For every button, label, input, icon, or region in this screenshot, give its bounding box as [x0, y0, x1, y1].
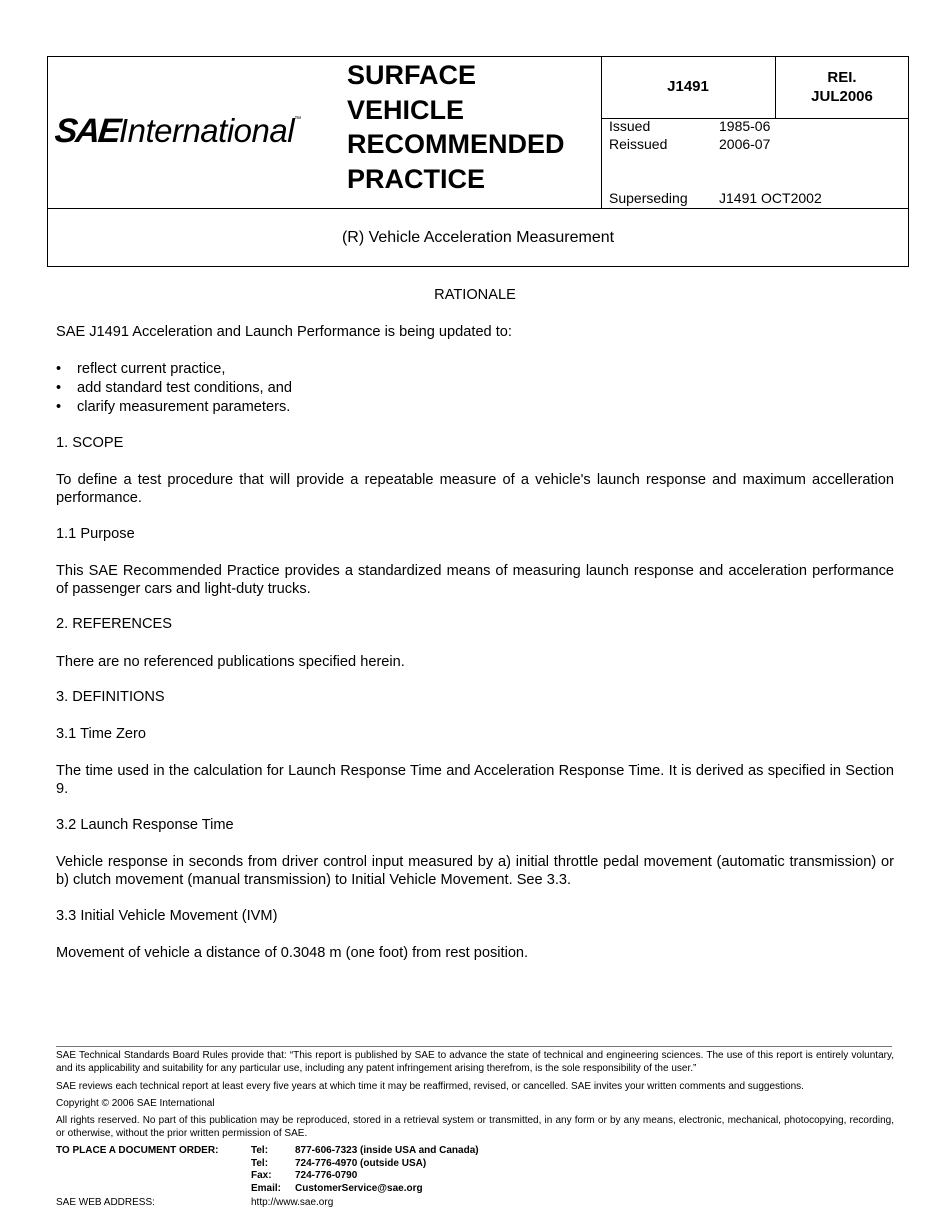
section-text: There are no referenced publications specified herein.: [56, 654, 405, 670]
email-link[interactable]: CustomerService@sae.org: [295, 1182, 423, 1194]
footer-copyright: Copyright © 2006 SAE International: [56, 1098, 215, 1109]
contact-label: Tel:: [251, 1157, 269, 1169]
contact-row: [251, 1145, 479, 1158]
revision-date: JUL2006: [811, 88, 873, 105]
bullet-item: [56, 360, 456, 379]
issued-value: 1985-06: [719, 118, 771, 134]
reissued-value: 2006-07: [719, 136, 771, 152]
contact-label: Email:: [251, 1182, 282, 1194]
doc-type-line: SURFACE: [347, 60, 477, 90]
bullet-text: add standard test conditions, and: [77, 380, 293, 396]
superseding-label: Superseding: [609, 190, 688, 206]
subsection-heading: 3.1 Time Zero: [56, 726, 147, 742]
logo-trademark: ™: [294, 116, 302, 123]
contact-label: Fax:: [251, 1170, 272, 1181]
bullet-icon: •: [56, 380, 62, 396]
bullet-text: clarify measurement parameters.: [77, 399, 291, 415]
contact-row: [251, 1183, 479, 1196]
sae-international-logo: [55, 112, 335, 160]
doc-type-line: PRACTICE: [347, 163, 486, 194]
logo-brand: SAE: [53, 112, 121, 150]
bullet-text: reflect current practice,: [77, 361, 226, 377]
contact-row: [251, 1170, 479, 1183]
document-subject: (R) Vehicle Acceleration Measurement: [341, 229, 615, 246]
contact-value: 724-776-4970 (outside USA): [295, 1157, 427, 1169]
rationale-bullet-list: [56, 360, 456, 417]
doc-type-line: VEHICLE: [347, 94, 465, 125]
subsection-heading: 1.1 Purpose: [56, 526, 135, 542]
section-text: Vehicle response in seconds from driver control input measured by a) initial throttle pedal movement (automatic transmission) or b) clutch movement (manual transmission) to Initial Vehicle Movement. See 3.3.: [56, 854, 894, 888]
document-type-title: [347, 58, 597, 196]
revision-label: REI.: [827, 69, 857, 86]
section-text: This SAE Recommended Practice provides a standardized means of measuring launch response and acceleration performance of passenger cars and light-duty trucks.: [56, 563, 894, 597]
order-contacts: [251, 1145, 479, 1195]
bullet-item: [56, 379, 456, 398]
subsection-heading: 3.3 Initial Vehicle Movement (IVM): [56, 908, 278, 924]
contact-label: Tel:: [251, 1145, 269, 1156]
section-text: The time used in the calculation for Launch Response Time and Acceleration Response Time. It is derived as specified in Section 9.: [56, 763, 894, 797]
rationale-heading: RATIONALE: [434, 287, 516, 303]
rationale-intro: SAE J1491 Acceleration and Launch Performance is being updated to:: [56, 324, 512, 340]
document-number: J1491: [667, 78, 709, 95]
contact-value: 724-776-0790: [295, 1170, 358, 1181]
section-heading: 3. DEFINITIONS: [56, 689, 165, 705]
order-label: TO PLACE A DOCUMENT ORDER:: [56, 1145, 219, 1156]
section-heading: 1. SCOPE: [56, 435, 124, 451]
footer-divider: [56, 1046, 892, 1047]
section-text: To define a test procedure that will provide a repeatable measure of a vehicle's launch response and maximum accelleration performance.: [56, 472, 894, 506]
doc-type-line: RECOMMENDED: [347, 129, 565, 159]
bullet-icon: •: [56, 399, 62, 415]
superseding-value: J1491 OCT2002: [719, 190, 822, 206]
contact-value: 877-606-7323 (inside USA and Canada): [295, 1145, 479, 1156]
section-heading: 2. REFERENCES: [56, 616, 172, 632]
revision-box: [776, 68, 908, 106]
contact-row: [251, 1158, 479, 1171]
web-address-label: SAE WEB ADDRESS:: [56, 1197, 155, 1208]
bullet-icon: •: [56, 361, 62, 377]
logo-name: International: [118, 112, 295, 149]
section-text: Movement of vehicle a distance of 0.3048 m (one foot) from rest position.: [56, 945, 529, 961]
footer-rights: All rights reserved. No part of this publication may be reproduced, stored in a retrieval system or transmitted, in any form or by any means, electronic, mechanical, photocopying, recording, or otherwise, without the prior written permission of SAE.: [56, 1115, 894, 1139]
issued-label: Issued: [609, 118, 651, 134]
subsection-heading: 3.2 Launch Response Time: [56, 817, 234, 833]
reissued-label: Reissued: [609, 136, 668, 152]
web-address-link[interactable]: http://www.sae.org: [251, 1197, 334, 1208]
footer-rules: SAE Technical Standards Board Rules provide that: “This report is published by SAE to advance the state of technical and engineering sciences. The use of this report is entirely voluntary, and its applicability and suitability for any particular use, including any patent infringement arising therefrom, is the sole responsibility of the user.”: [56, 1050, 894, 1074]
footer-review: SAE reviews each technical report at least every five years at which time it may be reaffirmed, revised, or cancelled. SAE invites your written comments and suggestions.: [56, 1081, 804, 1092]
bullet-item: [56, 398, 456, 417]
